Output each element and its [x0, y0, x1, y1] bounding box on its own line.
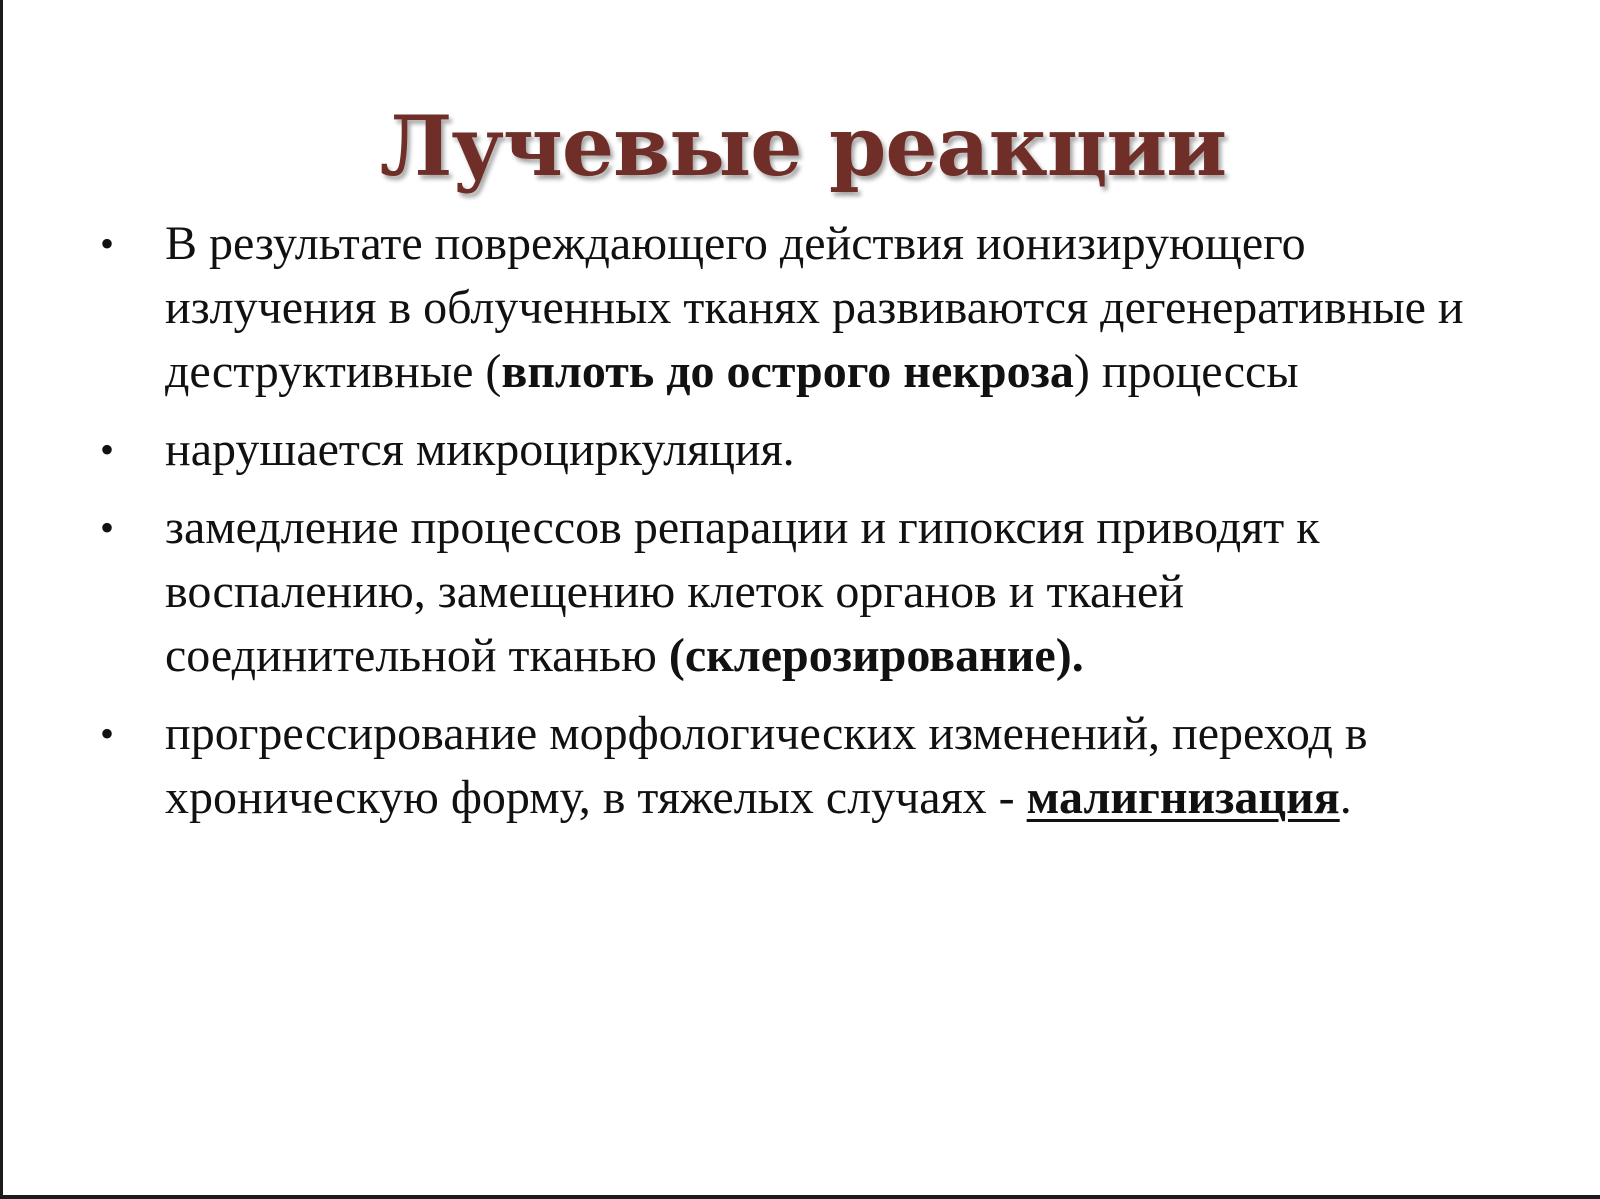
- bullet-item-4: [3, 702, 1600, 830]
- bullet-icon: •: [100, 505, 115, 550]
- bullet-1-text-start: В результате повреждающего действия ионизирующего излучения в облученных тканях развиваются дегенеративные и деструктивные (: [165, 217, 1464, 398]
- bullet-icon: •: [100, 427, 115, 472]
- bullet-icon: •: [100, 221, 115, 266]
- bullet-2-text: нарушается микроциркуляция.: [165, 423, 795, 476]
- bullet-4-underlined-text: малигнизация: [1026, 771, 1340, 824]
- bullet-item-2: [3, 418, 1600, 482]
- bullet-item-3: [3, 496, 1600, 688]
- bullet-3-text-start: замедление процессов репарации и гипоксия приводят к воспалению, замещению клеток органов и тканей соединительной тканью: [165, 501, 1320, 682]
- bullet-4-text-start: прогрессирование морфологических изменений, переход в хроническую форму, в тяжелых случаях -: [165, 707, 1368, 824]
- bullet-4-text-end: .: [1339, 771, 1352, 824]
- bullet-item-1: [3, 212, 1600, 404]
- bullet-3-bold-text: (склерозирование).: [668, 629, 1084, 682]
- slide-title: Лучевые реакции: [379, 99, 1227, 195]
- bullet-list: [3, 212, 1600, 844]
- bullet-icon: •: [100, 711, 115, 756]
- bullet-1-text-end: ) процессы: [1073, 345, 1299, 398]
- bullet-1-bold-text: вплоть до острого некроза: [501, 345, 1074, 398]
